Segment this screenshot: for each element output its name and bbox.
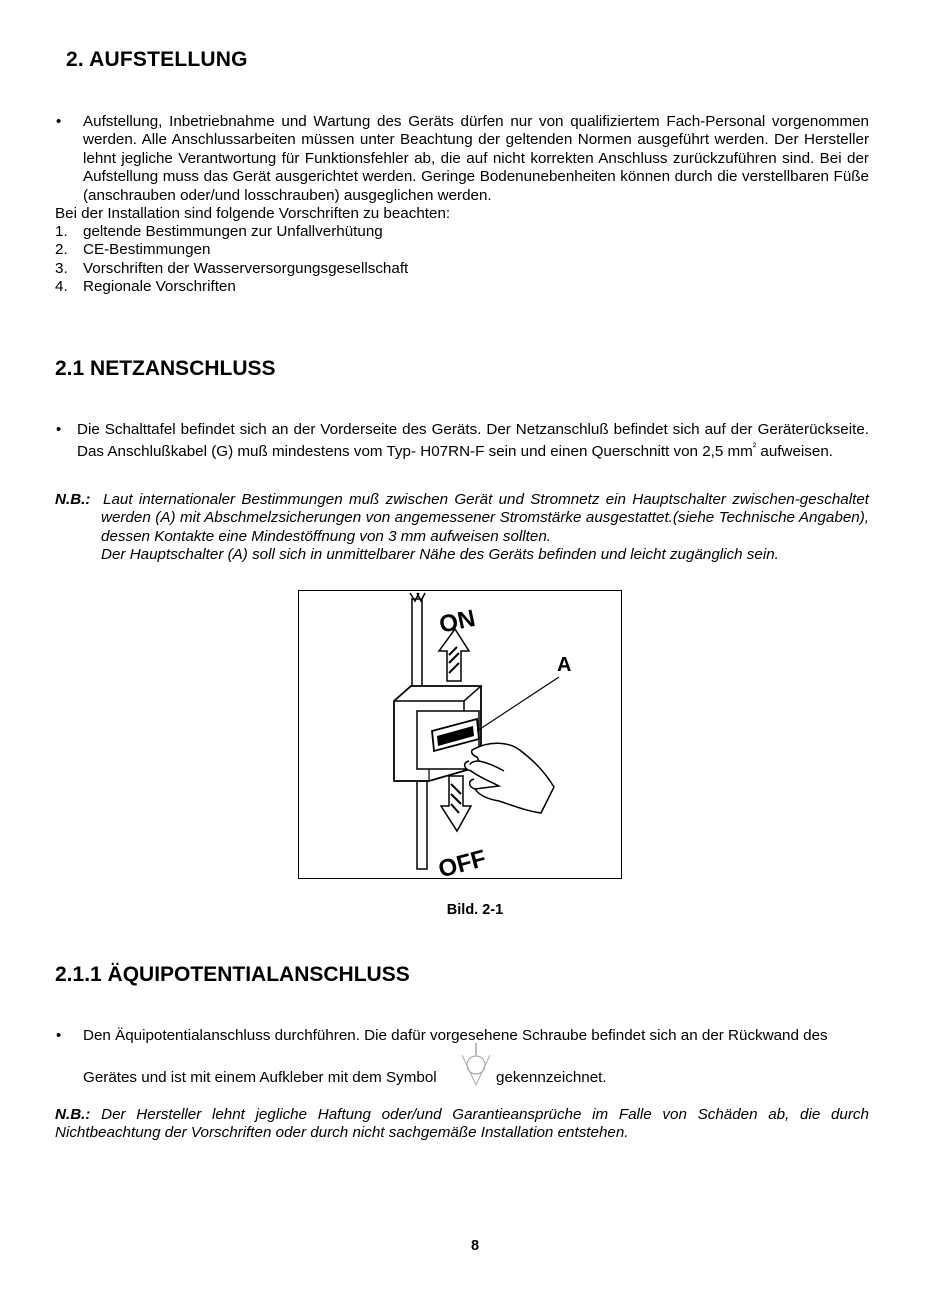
- bullet-dot: •: [56, 421, 62, 438]
- equipotential-symbol-icon: [458, 1041, 494, 1087]
- installation-intro: Bei der Installation sind folgende Vorschriften zu beachten:: [55, 205, 451, 222]
- nb-text: Laut internationaler Bestimmungen muß zwischen Gerät und Stromnetz ein Hauptschalter zwischen-geschaltet werden (A) mit Abschmelzsicherungen von angemessener Stromstärke ausgestattet.(siehe Technische Angaben), dessen Kontakte eine Mindestöffnung von 3 mm aufweisen sollten.: [101, 491, 869, 545]
- list-item: 4. Regionale Vorschriften: [55, 278, 236, 296]
- aufstellung-paragraph: Aufstellung, Inbetriebnahme und Wartung des Geräts dürfen nur von qualifiziertem Fach-Personal vorgenommen werden. Alle Anschlussarbeiten müssen unter Beachtung der geltenden Normen ausgeführt werden. Der Hersteller lehnt jegliche Verantwortung für Funktionsfehler ab, die auf nicht korrekten Anschluss zurückzuführen sind. Bei der Aufstellung muss das Gerät ausgerichtet werden. Geringe Bodenunebenheiten können durch die verstellbaren Füße (anschrauben oder/und losschrauben) ausgeglichen werden.: [83, 113, 869, 204]
- label-on: ON: [436, 604, 478, 639]
- main-switch-illustration: [299, 591, 620, 877]
- section-title-aufstellung: 2. AUFSTELLUNG: [66, 48, 248, 71]
- bullet-dot: •: [56, 113, 62, 130]
- section-title-aequipotential: 2.1.1 ÄQUIPOTENTIALANSCHLUSS: [55, 963, 410, 986]
- aequipotential-line-1: Den Äquipotentialanschluss durchführen. Die dafür vorgesehene Schraube befindet sich an der Rückwand des: [83, 1027, 828, 1044]
- section-title-netzanschluss: 2.1 NETZANSCHLUSS: [55, 357, 276, 380]
- nb-text-2: Der Hauptschalter (A) soll sich in unmittelbarer Nähe des Geräts befinden und leicht zugänglich sein.: [101, 546, 779, 564]
- regulations-list: [55, 223, 755, 297]
- nb-note-main-switch: [55, 491, 869, 565]
- netzanschluss-paragraph: Die Schalttafel befindet sich an der Vorderseite des Geräts. Der Netzanschluß befindet sich auf der Geräterückseite. Das Anschlußkabel (G) muß mindestens vom Typ- H07RN-F sein und einen Querschnitt von 2,5 $mm^{^2}$ aufweisen.: [77, 421, 869, 461]
- list-item: 2. CE-Bestimmungen: [55, 241, 211, 259]
- list-item: 3. Vorschriften der Wasserversorgungsgesellschaft: [55, 259, 409, 277]
- nb-note-liability: [55, 1106, 869, 1143]
- label-a: A: [557, 654, 572, 676]
- nb-label: N.B.:: [55, 491, 91, 508]
- bullet-dot: •: [56, 1027, 62, 1044]
- aequipotential-line-2a: Gerätes und ist mit einem Aufkleber mit dem Symbol: [83, 1069, 437, 1086]
- figure-main-switch: [298, 590, 622, 879]
- aequipotential-line-2b: gekennzeichnet.: [496, 1069, 607, 1086]
- list-item: 1. geltende Bestimmungen zur Unfallverhütung: [55, 223, 383, 240]
- hand-icon: [465, 743, 554, 813]
- nb-text: N.B.: Der Hersteller lehnt jegliche Haftung oder/und Garantieansprüche im Falle von Schäden ab, die durch Nichtbeachtung der Vorschriften oder durch nicht sachgemäße Installation entstehen.: [55, 1106, 869, 1142]
- page-number: 8: [470, 1238, 480, 1254]
- label-off: OFF: [435, 844, 489, 877]
- figure-caption: Bild. 2-1: [446, 902, 504, 918]
- off-arrow-icon: [441, 776, 471, 831]
